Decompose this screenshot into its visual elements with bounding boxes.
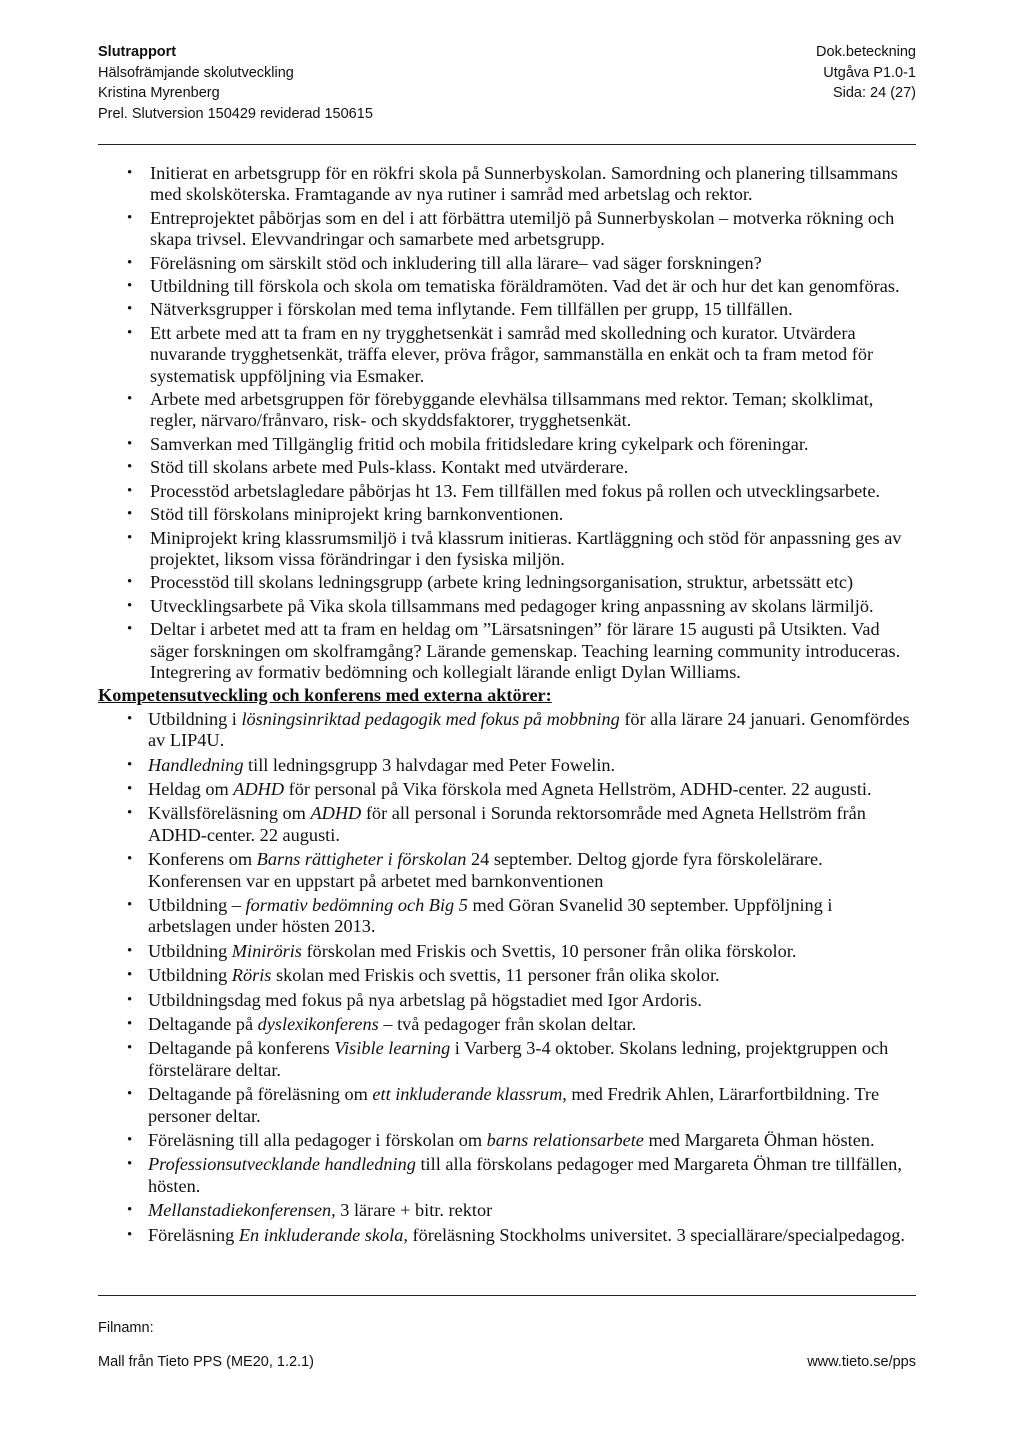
header-divider xyxy=(98,144,916,145)
emphasis-text: Barns rättigheter i förskolan xyxy=(256,849,467,870)
competence-list xyxy=(98,709,916,1246)
plain-text: för alla lärare 24 januari. Genomfördes av LIP4U. xyxy=(148,708,910,751)
list-item xyxy=(98,849,916,892)
plain-text: med Margareta Öhman hösten. xyxy=(643,1130,875,1151)
list-item xyxy=(98,1225,916,1246)
list-item xyxy=(98,1014,916,1035)
plain-text: Deltagande på xyxy=(148,1014,258,1035)
emphasis-text: Visible learning xyxy=(334,1038,451,1059)
list-item xyxy=(98,1130,916,1151)
plain-text: Utbildning xyxy=(148,940,232,961)
list-item xyxy=(98,1154,916,1197)
list-item: • Processtöd till skolans ledningsgrupp (arbete kring ledningsorganisation, struktur, arbetssätt etc) xyxy=(98,572,916,593)
report-title: Slutrapport xyxy=(98,44,177,60)
plain-text: i Varberg 3-4 oktober. Skolans ledning, projektgruppen och förstelärare deltar. xyxy=(148,1038,889,1080)
report-version-note: Prel. Slutversion 150429 reviderad 150615 xyxy=(98,105,373,122)
plain-text: förskolan med Friskis och Svettis, 10 personer från olika förskolor. xyxy=(301,940,797,961)
plain-text: till alla förskolans pedagoger med Margareta Öhman tre tillfällen, hösten. xyxy=(148,1154,902,1196)
plain-text: till ledningsgrupp 3 halvdagar med Peter Fowelin. xyxy=(243,754,616,775)
plain-text: Deltagande på föreläsning om xyxy=(148,1084,373,1105)
list-item xyxy=(98,941,916,962)
list-item: • Nätverksgrupper i förskolan med tema inflytande. Fem tillfällen per grupp, 15 tillfällen. xyxy=(98,299,916,320)
emphasis-text: Mellanstadiekonferensen, xyxy=(148,1200,336,1221)
list-item xyxy=(98,965,916,986)
list-item: • Initierat en arbetsgrupp för en rökfri skola på Sunnerbyskolan. Samordning och planering tillsammans med skolsköterska. Framtagande av nya rutiner i samråd med arbetslag och rektor. xyxy=(98,163,916,206)
list-item: • Samverkan med Tillgänglig fritid och mobila fritidsledare kring cykelpark och föreningar. xyxy=(98,434,916,455)
list-item xyxy=(98,895,916,938)
list-item: • Föreläsning om särskilt stöd och inkludering till alla lärare– vad säger forskningen? xyxy=(98,253,916,274)
list-item: • Stöd till skolans arbete med Puls-klass. Kontakt med utvärderare. xyxy=(98,457,916,478)
plain-text: Deltagande på konferens xyxy=(148,1038,335,1059)
plain-text: Utbildning i xyxy=(148,708,242,729)
list-item: • Ett arbete med att ta fram en ny trygghetsenkät i samråd med skolledning och kurator. Utvärdera nuvarande trygghetsenkät, träffa elever, pröva frågor, sammanställa en enkät och ta fram metod för systematisk uppföljning via Esmaker. xyxy=(98,323,916,387)
header-left xyxy=(98,42,373,124)
list-item: • Utbildning till förskola och skola om tematiska föräldramöten. Vad det är och hur det kan genomföras. xyxy=(98,276,916,297)
emphasis-text: En inkluderande skola, xyxy=(238,1224,408,1245)
report-subtitle: Hälsofrämjande skolutveckling xyxy=(98,64,294,81)
footer-url[interactable] xyxy=(98,1352,916,1372)
emphasis-text: barns relationsarbete xyxy=(486,1130,644,1151)
plain-text: 24 september. Deltog gjorde fyra förskolelärare. Konferensen var en uppstart på arbetet med barnkonventionen xyxy=(148,849,823,891)
emphasis-text: ett inkluderande klassrum xyxy=(372,1084,563,1105)
emphasis-text: Professionsutvecklande handledning xyxy=(148,1154,416,1175)
list-item: • Entreprojektet påbörjas som en del i att förbättra utemiljö på Sunnerbyskolan – motverka rökning och skapa trivsel. Elevvandringar och samarbete med arbetsgrupp. xyxy=(98,208,916,251)
page-number: Sida: 24 (27) xyxy=(832,85,916,101)
footer-template: Mall från Tieto PPS (ME20, 1.2.1) xyxy=(98,1354,314,1370)
plain-text: Heldag om xyxy=(148,778,234,799)
plain-text: 3 lärare + bitr. rektor xyxy=(335,1200,493,1221)
section-heading: Kompetensutveckling och konferens med externa aktörer: xyxy=(98,685,552,706)
plain-text: föreläsning Stockholms universitet. 3 speciallärare/specialpedagog. xyxy=(407,1224,905,1245)
plain-text: Utbildningsdag med fokus på nya arbetslag på högstadiet med Igor Ardoris. xyxy=(148,989,702,1010)
plain-text: – två pedagoger från skolan deltar. xyxy=(378,1014,637,1035)
emphasis-text: Miniröris xyxy=(231,940,302,961)
emphasis-text: lösningsinriktad pedagogik med fokus på mobbning xyxy=(241,708,620,729)
footer-url-text[interactable]: www.tieto.se/pps xyxy=(807,1354,916,1370)
document-body xyxy=(98,163,916,1249)
list-item xyxy=(98,1200,916,1221)
plain-text: Kvällsföreläsning om xyxy=(148,803,311,824)
list-item xyxy=(98,803,916,846)
plain-text: med Göran Svanelid 30 september. Uppföljning i arbetslagen under hösten 2013. xyxy=(148,895,833,937)
plain-text: Utbildning – xyxy=(148,895,246,915)
emphasis-text: Handledning xyxy=(148,754,244,775)
emphasis-text: ADHD xyxy=(233,778,285,799)
header-right xyxy=(816,42,916,104)
emphasis-text: Röris xyxy=(231,965,272,986)
report-author: Kristina Myrenberg xyxy=(98,85,220,101)
list-item: • Deltar i arbetet med att ta fram en heldag om ”Lärsatsningen” för lärare 15 augusti på Utsikten. Vad säger forskningen om skolframgång? Lärande gemenskap. Teaching learning community introduceras. Integrering av formativ bedömning och kollegialt lärande enligt Dylan Williams. xyxy=(98,619,916,683)
list-item: • Stöd till förskolans miniprojekt kring barnkonventionen. xyxy=(98,504,916,525)
list-item: • Utvecklingsarbete på Vika skola tillsammans med pedagoger kring anpassning av skolans lärmiljö. xyxy=(98,596,916,617)
footer-divider xyxy=(98,1295,916,1296)
list-item xyxy=(98,1038,916,1081)
footer-filename-label: Filnamn: xyxy=(98,1320,154,1336)
list-item: • Miniprojekt kring klassrumsmiljö i två klassrum initieras. Kartläggning och stöd för anpassning ges av projektet, liksom vissa förändringar i den fysiska miljön. xyxy=(98,528,916,571)
list-item xyxy=(98,755,916,776)
plain-text: för personal på Vika förskola med Agneta Hellström, ADHD-center. 22 augusti. xyxy=(284,778,872,799)
doc-label: Dok.beteckning xyxy=(816,44,916,60)
list-item xyxy=(98,1084,916,1127)
doc-edition: Utgåva P1.0-1 xyxy=(823,64,916,81)
plain-text: , med Fredrik Ahlen, Lärarfortbildning. Tre personer deltar. xyxy=(148,1084,880,1126)
plain-text: skolan med Friskis och svettis, 11 personer från olika skolor. xyxy=(271,965,720,986)
plain-text: Föreläsning xyxy=(148,1224,239,1245)
list-item xyxy=(98,779,916,800)
emphasis-text: ADHD xyxy=(310,803,362,824)
list-item xyxy=(98,709,916,752)
emphasis-text: formativ bedömning och Big 5 xyxy=(245,895,468,915)
plain-text: Utbildning xyxy=(148,965,232,986)
activity-list xyxy=(98,163,916,683)
list-item xyxy=(98,990,916,1011)
list-item: • Arbete med arbetsgruppen för förebyggande elevhälsa tillsammans med rektor. Teman; skolklimat, regler, närvaro/frånvaro, risk- och skyddsfaktorer, trygghetsenkät. xyxy=(98,389,916,432)
plain-text: Föreläsning till alla pedagoger i förskolan om xyxy=(148,1130,487,1151)
plain-text: för all personal i Sorunda rektorsområde med Agneta Hellström från ADHD-center. 22 augusti. xyxy=(148,803,866,845)
emphasis-text: dyslexikonferens xyxy=(257,1014,379,1035)
plain-text: Konferens om xyxy=(148,849,257,870)
list-item: • Processtöd arbetslagledare påbörjas ht 13. Fem tillfällen med fokus på rollen och utvecklingsarbete. xyxy=(98,481,916,502)
